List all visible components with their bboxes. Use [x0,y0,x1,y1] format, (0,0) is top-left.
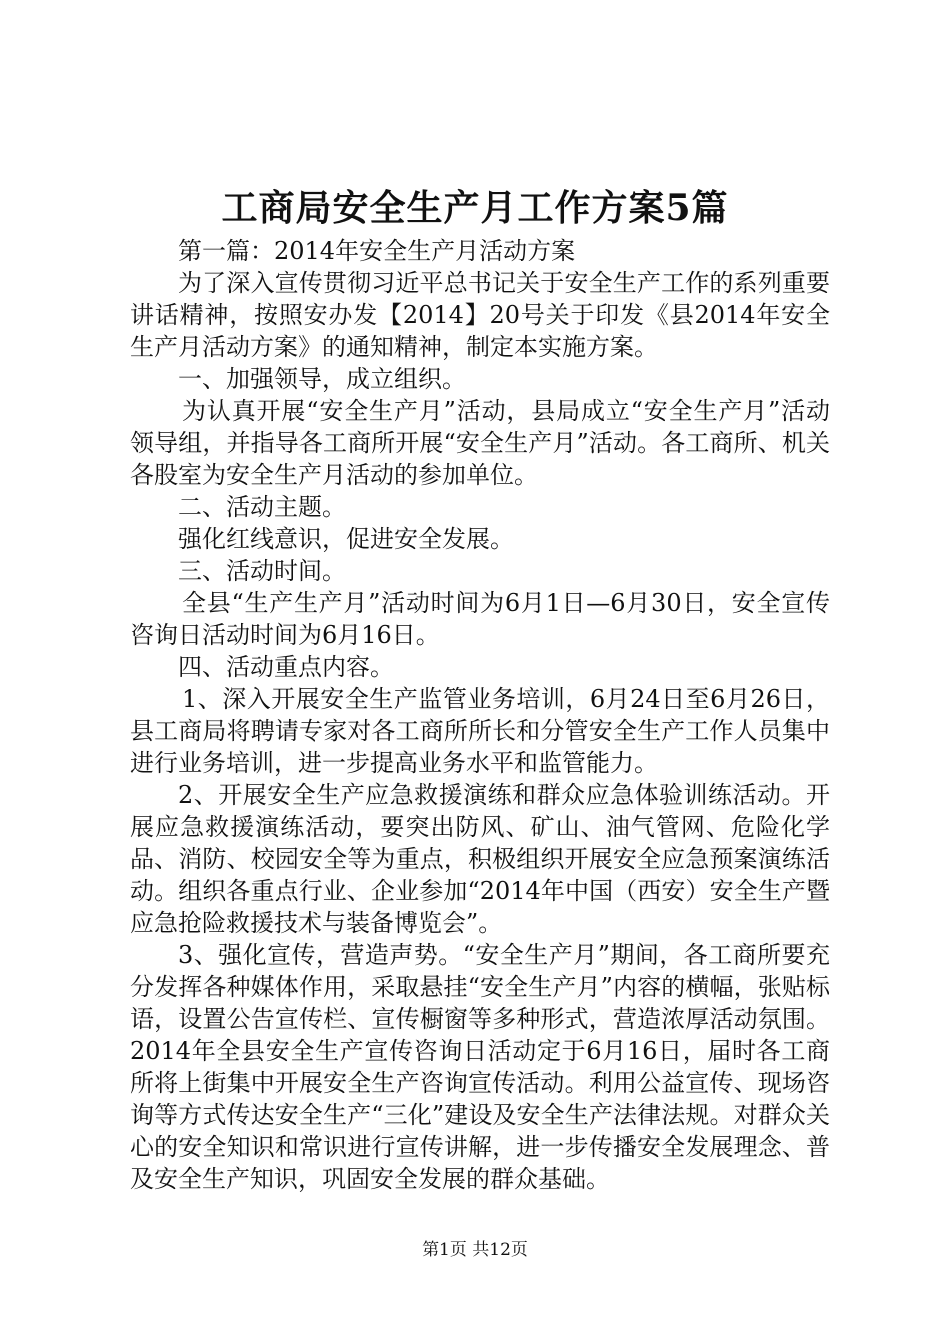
section-heading: 四、活动重点内容。 [178,653,394,681]
document-title: 工商局安全生产月工作方案5篇 [221,187,729,229]
list-item: 2、开展安全生产应急救援演练和群众应急体验训练活动。开展应急救援演练活动，要突出防风、矿山、油气管网、危险化学品、消防、校园安全等为重点，积极组织开展安全应急预案演练活动。组织各重点行业、企业参加“2014年中国（西安）安全生产暨应急抢险救援技术与装备博览会”。 [130,781,830,937]
section-heading: 一、加强领导，成立组织。 [178,365,466,393]
paragraph: 全县“生产生产月”活动时间为6月1日—6月30日，安全宣传咨询日活动时间为6月16日。 [130,589,830,649]
paragraph: 为了深入宣传贯彻习近平总书记关于安全生产工作的系列重要讲话精神，按照安办发【2014】20号关于印发《县2014年安全生产月活动方案》的通知精神，制定本实施方案。 [130,269,830,361]
paragraph: 强化红线意识，促进安全发展。 [178,525,514,553]
document-body [130,235,830,1195]
section-heading: 二、活动主题。 [178,493,346,521]
page-footer: 第1页 共12页 [422,1240,528,1260]
paragraph: 为认真开展“安全生产月”活动，县局成立“安全生产月”活动领导组，并指导各工商所开展“安全生产月”活动。各工商所、机关各股室为安全生产月活动的参加单位。 [130,397,830,489]
section-heading: 三、活动时间。 [178,557,346,585]
section-heading: 第一篇：2014年安全生产月活动方案 [178,237,576,265]
list-item: 1、深入开展安全生产监管业务培训，6月24日至6月26日，县工商局将聘请专家对各工商所所长和分管安全生产工作人员集中进行业务培训，进一步提高业务水平和监管能力。 [130,685,830,777]
list-item: 3、强化宣传，营造声势。“安全生产月”期间，各工商所要充分发挥各种媒体作用，采取悬挂“安全生产月”内容的横幅，张贴标语，设置公告宣传栏、宣传橱窗等多种形式，营造浓厚活动氛围。2014年全县安全生产宣传咨询日活动定于6月16日，届时各工商所将上街集中开展安全生产咨询宣传活动。利用公益宣传、现场咨询等方式传达安全生产“三化”建设及安全生产法律法规。对群众关心的安全知识和常识进行宣传讲解，进一步传播安全发展理念、普及安全生产知识，巩固安全发展的群众基础。 [130,941,830,1193]
